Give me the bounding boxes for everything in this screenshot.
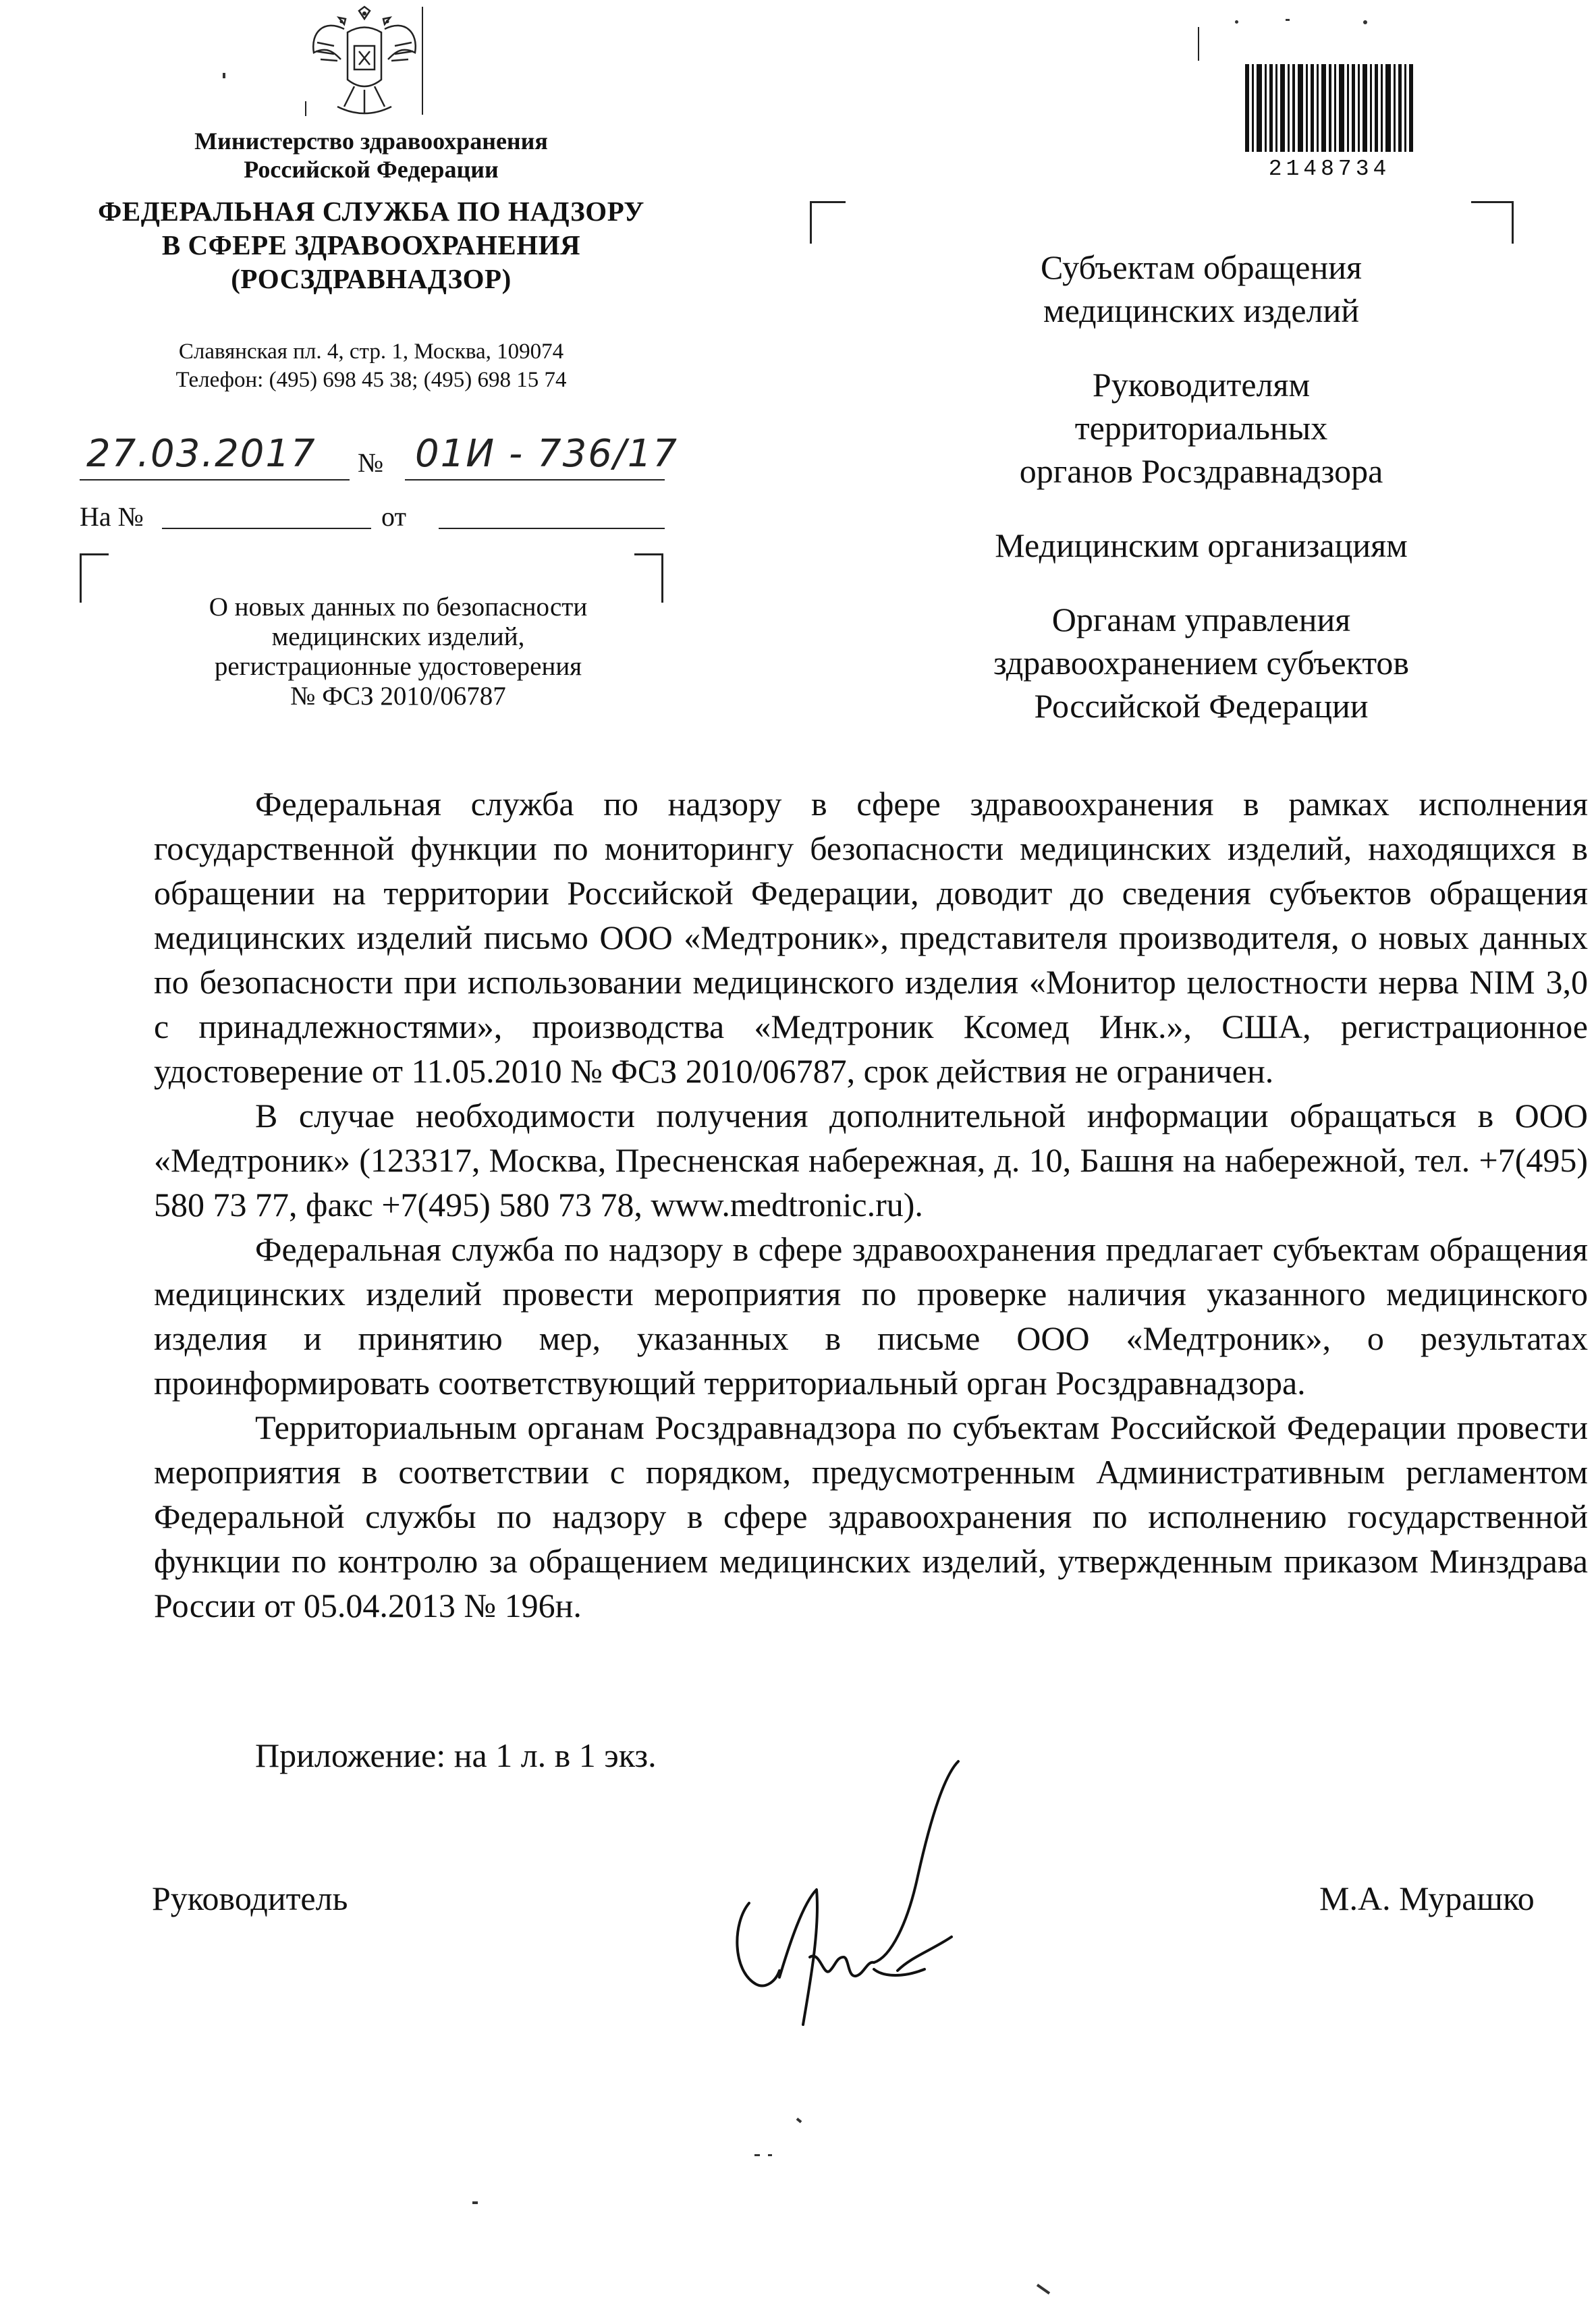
- addressee-1-line1: Субъектам обращения: [1041, 248, 1362, 286]
- registration-number: 01И - 736/17: [415, 432, 678, 476]
- scan-speck: [223, 73, 225, 78]
- scan-speck: [796, 2118, 802, 2123]
- addressee-2-line1: Руководителям: [1092, 366, 1311, 404]
- scan-speck: [754, 2154, 760, 2156]
- subject-line2: медицинских изделий,: [271, 622, 525, 651]
- signer-name: М.А. Мурашко: [1319, 1879, 1535, 1917]
- registration-date: 27.03.2017: [86, 432, 317, 476]
- reply-number-label: На №: [80, 501, 144, 532]
- ministry-name-line2: Российской Федерации: [244, 156, 499, 183]
- body-paragraph-3: Федеральная служба по надзору в сфере здравоохранения предлагает субъектам обращения медицинских изделий провести мероприятия по проверке наличия указанного медицинского изделия и принятию мер, указанных в письме ООО «Медтроник», о результатах проинформировать соответствующий территориальный орган Росздравнадзора.: [154, 1230, 1588, 1402]
- barcode-number: 2148734: [1268, 157, 1391, 182]
- registration-number-sign: №: [358, 447, 384, 478]
- service-name-line3: (РОСЗДРАВНАДЗОР): [231, 263, 512, 294]
- addressee-2-line2: территориальных: [1074, 409, 1328, 447]
- addressee-4: [931, 598, 1471, 728]
- scan-speck: [1235, 20, 1238, 24]
- addressee-corner-left: [810, 201, 846, 244]
- body-paragraph-4: Территориальным органам Росздравнадзора по субъектам Российской Федерации провести мероприятия в соответствии с порядком, предусмотренным Административным регламентом Федеральной службы по надзору в сфере здравоохранения по исполнению государственной функции по контролю за обращением медицинских изделий, утвержденным приказом Минздрава России от 05.04.2013 № 196н.: [154, 1408, 1588, 1624]
- letter-body: [154, 781, 1588, 1628]
- signer-position: Руководитель: [152, 1879, 348, 1917]
- letter-subject: [121, 593, 675, 711]
- sender-address: Славянская пл. 4, стр. 1, Москва, 109074: [178, 339, 564, 364]
- date-underline: [80, 479, 350, 481]
- reply-from-underline: [439, 528, 665, 529]
- addressee-corner-right: [1471, 201, 1514, 244]
- addressee-2-line3: органов Росздравнадзора: [1019, 452, 1383, 490]
- body-paragraph-2: В случае необходимости получения дополнительной информации обращаться в ООО «Медтроник» (123317, Москва, Пресненская набережная, д. 10, Башня на набережной, тел. +7(495) 580 73 77, факс +7(495) 580 73 78, www.medtronic.ru).: [154, 1097, 1588, 1224]
- addressee-1: [931, 246, 1471, 332]
- subject-line3: регистрационные удостоверения: [214, 652, 582, 681]
- scan-speck: [1037, 2284, 1050, 2295]
- addressee-4-line1: Органам управления: [1051, 601, 1351, 638]
- attachment-note: Приложение: на 1 л. в 1 экз.: [255, 1736, 657, 1774]
- subject-corner-left: [80, 553, 109, 603]
- addressee-4-line3: Российской Федерации: [1034, 687, 1369, 725]
- addressee-4-line2: здравоохранением субъектов: [993, 644, 1410, 682]
- addressee-1-line2: медицинских изделий: [1043, 292, 1360, 329]
- sender-phones: Телефон: (495) 698 45 38; (495) 698 15 74: [175, 368, 567, 392]
- scan-speck: [1286, 19, 1290, 21]
- subject-line4: № ФСЗ 2010/06787: [290, 682, 506, 711]
- ministry-name-line1: Министерство здравоохранения: [194, 128, 548, 155]
- handwritten-signature: [729, 1755, 985, 2038]
- scan-speck: [768, 2154, 772, 2156]
- service-name-line2: В СФЕРЕ ЗДРАВООХРАНЕНИЯ: [161, 229, 581, 260]
- addressee-2: [931, 363, 1471, 493]
- scan-speck: [1363, 20, 1367, 24]
- reply-from-label: от: [381, 501, 406, 532]
- reply-number-underline: [162, 528, 371, 529]
- addressee-3: [931, 524, 1471, 567]
- emblem-frame-left: [305, 101, 306, 116]
- coat-of-arms-icon: [297, 5, 432, 120]
- body-paragraph-1: Федеральная служба по надзору в сфере здравоохранения в рамках исполнения государственной функции по мониторингу безопасности медицинских изделий, находящихся в обращении на территории Российской Федерации, доводит до сведения субъектов обращения медицинских изделий письмо ООО «Медтроник», представителя производителя, о новых данных по безопасности при использовании медицинского изделия «Монитор целостности нерва NIM 3,0 с принадлежностями», производства «Медтроник Ксомед Инк.», США, регистрационное удостоверение от 11.05.2010 № ФСЗ 2010/06787, срок действия не ограничен.: [154, 785, 1588, 1090]
- scan-speck: [472, 2201, 478, 2204]
- addressee-3-line1: Медицинским организациям: [995, 526, 1408, 564]
- mark-tick: [1198, 27, 1199, 61]
- service-name-line1: ФЕДЕРАЛЬНАЯ СЛУЖБА ПО НАДЗОРУ: [98, 196, 644, 227]
- barcode-icon: [1245, 64, 1414, 159]
- emblem-frame-right: [422, 7, 423, 115]
- number-underline: [405, 479, 665, 481]
- subject-line1: О новых данных по безопасности: [209, 593, 588, 622]
